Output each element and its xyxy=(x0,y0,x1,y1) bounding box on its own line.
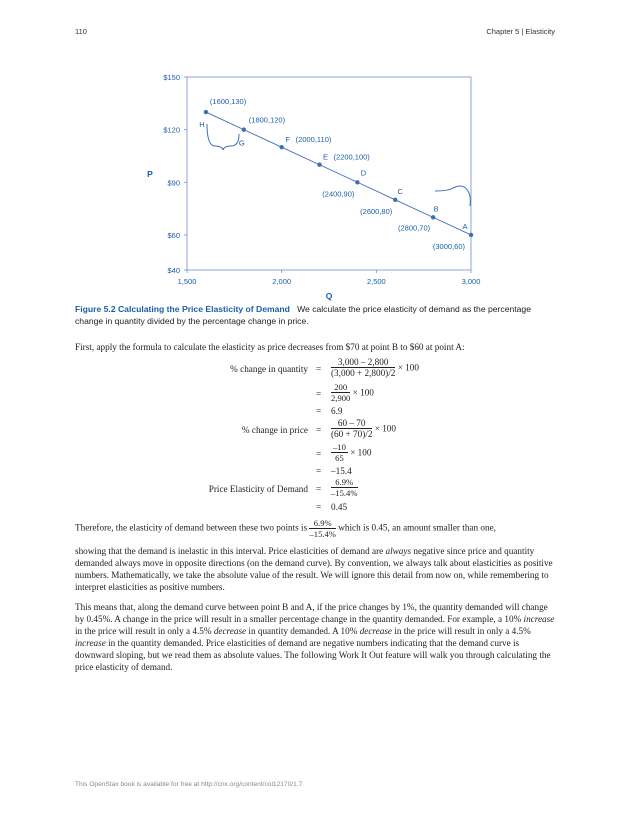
intro-paragraph: First, apply the formula to calculate the elasticity as price decreases from $70 at point B to $60 at point A: xyxy=(75,342,465,352)
q-change-fraction xyxy=(331,357,419,378)
point-H xyxy=(204,110,208,114)
emphasis: decrease xyxy=(359,626,392,636)
p-change-label: % change in price xyxy=(241,425,308,435)
therefore-pre: Therefore, the elasticity of demand between these two points is xyxy=(75,522,308,533)
times-100: × 100 xyxy=(374,423,396,434)
x-tick-label: 3,000 xyxy=(461,277,481,286)
q1-numerator: 3,000 – 2,800 xyxy=(331,357,395,368)
p1-numerator: 60 – 70 xyxy=(331,418,372,429)
eq-sign: = xyxy=(316,484,322,494)
y-tick-label: $120 xyxy=(163,125,180,135)
therefore-denominator: –15.4% xyxy=(309,529,336,539)
point-letter-B: B xyxy=(433,204,439,214)
eq-sign: = xyxy=(316,425,322,435)
elasticity-result: 0.45 xyxy=(331,502,348,512)
e1-numerator: 6.9% xyxy=(331,477,358,488)
chapter-title: Chapter 5 | Elasticity xyxy=(486,27,555,36)
point-F xyxy=(279,145,283,149)
point-coord-E: (2200,100) xyxy=(333,152,370,162)
times-100: × 100 xyxy=(352,387,374,398)
emphasis: increase xyxy=(523,614,555,624)
e1-denominator: –15.4% xyxy=(331,488,358,498)
x-tick-label: 2,500 xyxy=(366,277,386,286)
y-tick-label: $90 xyxy=(167,178,180,188)
y-axis-label: P xyxy=(147,169,153,179)
figure-caption xyxy=(75,304,545,327)
times-100: × 100 xyxy=(397,362,419,373)
brace-b-a xyxy=(435,186,470,206)
text-run: in quantity demanded. A 10% xyxy=(246,626,360,636)
therefore-post: which is 0.45, an amount smaller than one, xyxy=(338,522,496,533)
demand-curve-chart xyxy=(0,0,630,310)
paragraph-inelastic xyxy=(75,545,555,593)
point-letter-D: D xyxy=(360,168,367,178)
point-letter-G: G xyxy=(238,138,245,148)
times-100: × 100 xyxy=(350,447,372,458)
y-tick-label: $60 xyxy=(167,230,180,240)
point-G xyxy=(242,127,246,131)
point-coord-B: (2800,70) xyxy=(398,223,431,233)
eq-sign: = xyxy=(316,502,322,512)
point-coord-G: (1800,120) xyxy=(248,115,286,125)
p-change-fraction xyxy=(331,418,396,439)
figure-label: Figure 5.2 Calculating the Price Elasticity of Demand xyxy=(75,304,290,314)
point-D xyxy=(355,180,359,184)
eq-sign: = xyxy=(316,449,322,459)
point-coord-H: (1600,130) xyxy=(209,97,247,107)
p-change-result: –15.4 xyxy=(331,466,352,476)
eq-sign: = xyxy=(316,364,322,374)
text-run: in the price will result in only a 4.5% xyxy=(75,626,214,636)
page-number: 110 xyxy=(75,27,87,36)
therefore-numerator: 6.9% xyxy=(309,518,336,529)
point-letter-A: A xyxy=(462,221,468,231)
q1-denominator: (3,000 + 2,800)/2 xyxy=(331,368,396,378)
elasticity-fraction xyxy=(331,477,358,498)
point-coord-F: (2000,110) xyxy=(295,135,332,145)
point-coord-D: (2400,90) xyxy=(322,189,355,199)
y-axis-ticks xyxy=(163,73,187,275)
point-letter-H: H xyxy=(199,120,205,130)
p2-denominator: 65 xyxy=(335,453,344,463)
figure-caption-text: We calculate the price elasticity of demand as the percentage change in quantity divided by the percentage change in price. xyxy=(75,304,531,326)
point-B xyxy=(431,215,435,219)
p-change-step2 xyxy=(331,442,371,463)
point-E xyxy=(317,163,321,167)
x-tick-label: 1,500 xyxy=(177,277,197,286)
emphasis: increase xyxy=(75,638,106,648)
point-letter-E: E xyxy=(323,152,329,162)
brace-h-g xyxy=(207,124,239,150)
y-tick-label: $150 xyxy=(163,73,180,82)
point-coord-A: (3000,60) xyxy=(432,241,465,251)
q-change-result: 6.9 xyxy=(331,406,343,416)
therefore-line xyxy=(75,518,496,539)
eq-sign: = xyxy=(316,406,322,416)
text-run: in the quantity demanded. Price elasticities of demand are negative numbers indicating that the demand curve is downward sloping, but we read them as absolute values. The following Work It Out feature will walk you through calculating the price elasticity of demand. xyxy=(75,638,551,672)
x-axis-ticks xyxy=(178,270,481,286)
y-tick-label: $40 xyxy=(167,266,180,275)
text-run: in the price will result in only a 4.5% xyxy=(392,626,531,636)
q-change-label: % change in quantity xyxy=(230,364,308,374)
elasticity-label: Price Elasticity of Demand xyxy=(208,484,308,494)
x-tick-label: 2,000 xyxy=(272,277,292,286)
text-run: This means that, along the demand curve between point B and A, if the price changes by 1%, the quantity demanded will change by 0.45%. A change in the price will result in a smaller percentage change in the quantity demanded. For example, a 10% xyxy=(75,602,548,624)
footer-note: This OpenStax book is available for free at http://cnx.org/content/col12170/1.7 xyxy=(75,781,303,788)
eq-sign: = xyxy=(316,389,322,399)
text-run: negative since price and quantity demanded always move in opposite directions (on the demand curve). By convention, we always talk about elasticities as positive numbers. Mathematically, we take the absolute value of the result. We will ignore this detail from now on, while remembering to interpret elasticities as positive numbers. xyxy=(75,546,553,592)
point-letter-C: C xyxy=(397,186,403,196)
point-C xyxy=(393,198,397,202)
emphasis: decrease xyxy=(213,626,247,636)
paragraph-interpretation xyxy=(75,601,555,673)
text-run: showing that the demand is inelastic in this interval. Price elasticities of demand are xyxy=(75,546,386,556)
p1-denominator: (60 + 70)/2 xyxy=(331,429,373,439)
x-axis-label: Q xyxy=(325,291,333,301)
point-letter-F: F xyxy=(285,135,290,145)
q2-denominator: 2,900 xyxy=(331,393,351,403)
q-change-step2 xyxy=(331,382,374,403)
data-points xyxy=(199,97,473,251)
emphasis: always xyxy=(385,546,412,556)
point-coord-C: (2600,80) xyxy=(360,206,393,216)
point-A xyxy=(469,233,473,237)
q2-numerator: 200 xyxy=(331,382,350,393)
eq-sign: = xyxy=(316,466,322,476)
p2-numerator: –10 xyxy=(333,442,346,452)
